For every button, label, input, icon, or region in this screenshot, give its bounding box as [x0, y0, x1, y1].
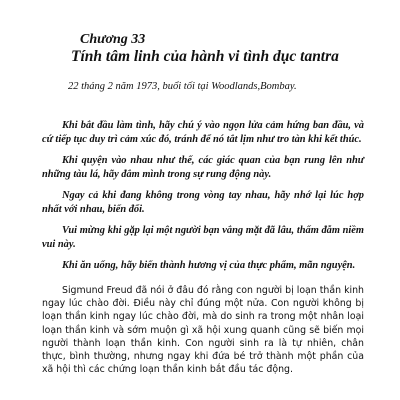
chapter-dateline: 22 tháng 2 năm 1973, buổi tối tại Woodlands,Bombay.	[68, 81, 297, 92]
sutra-quote: Khi bắt đầu làm tình, hãy chú ý vào ngọn lửa cảm hứng ban đầu, và cứ tiếp tục duy trì cảm xúc đó, tránh để nó tắt lịm như tro tàn khi kết thúc.	[42, 120, 364, 145]
chapter-title: Tính tâm linh của hành vi tình dục tantra	[71, 48, 339, 65]
sutra-quote: Khi quyện vào nhau như thế, các giác quan của bạn rung lên như những tàu lá, hãy đắm mình trong sự rung động này.	[42, 155, 364, 180]
sutra-quote: Vui mừng khi gặp lại một người bạn vắng mặt đã lâu, thấm đẫm niềm vui này.	[42, 225, 364, 250]
sutra-quote: Khi ăn uống, hãy biến thành hương vị của thực phẩm, mãn nguyện.	[62, 260, 356, 271]
sutra-quotes	[42, 119, 364, 280]
sutra-quote: Ngay cả khi đang không trong vòng tay nhau, hãy nhớ lại lúc hợp nhất với nhau, biến đổi.	[42, 190, 364, 215]
body-paragraph: Sigmund Freud đã nói ở đâu đó rằng con người bị loạn thần kinh ngay lúc chào đời. Điều này chỉ đúng một nửa. Con người không bị loạn thần kinh ngay lúc chào đời, mà do sinh ra trong một nhân loại loạn thần kinh và sớm muộn gì xã hội xung quanh cũng sẽ biến mọi người thành loạn thần kinh. Con người sinh ra là tự nhiên, chân thực, bình thường, nhưng ngay khi đứa bé trở thành một phần của xã hội thì các chứng loạn thần kinh bắt đầu tác động.	[42, 285, 364, 376]
chapter-number: Chương 33	[80, 32, 146, 47]
